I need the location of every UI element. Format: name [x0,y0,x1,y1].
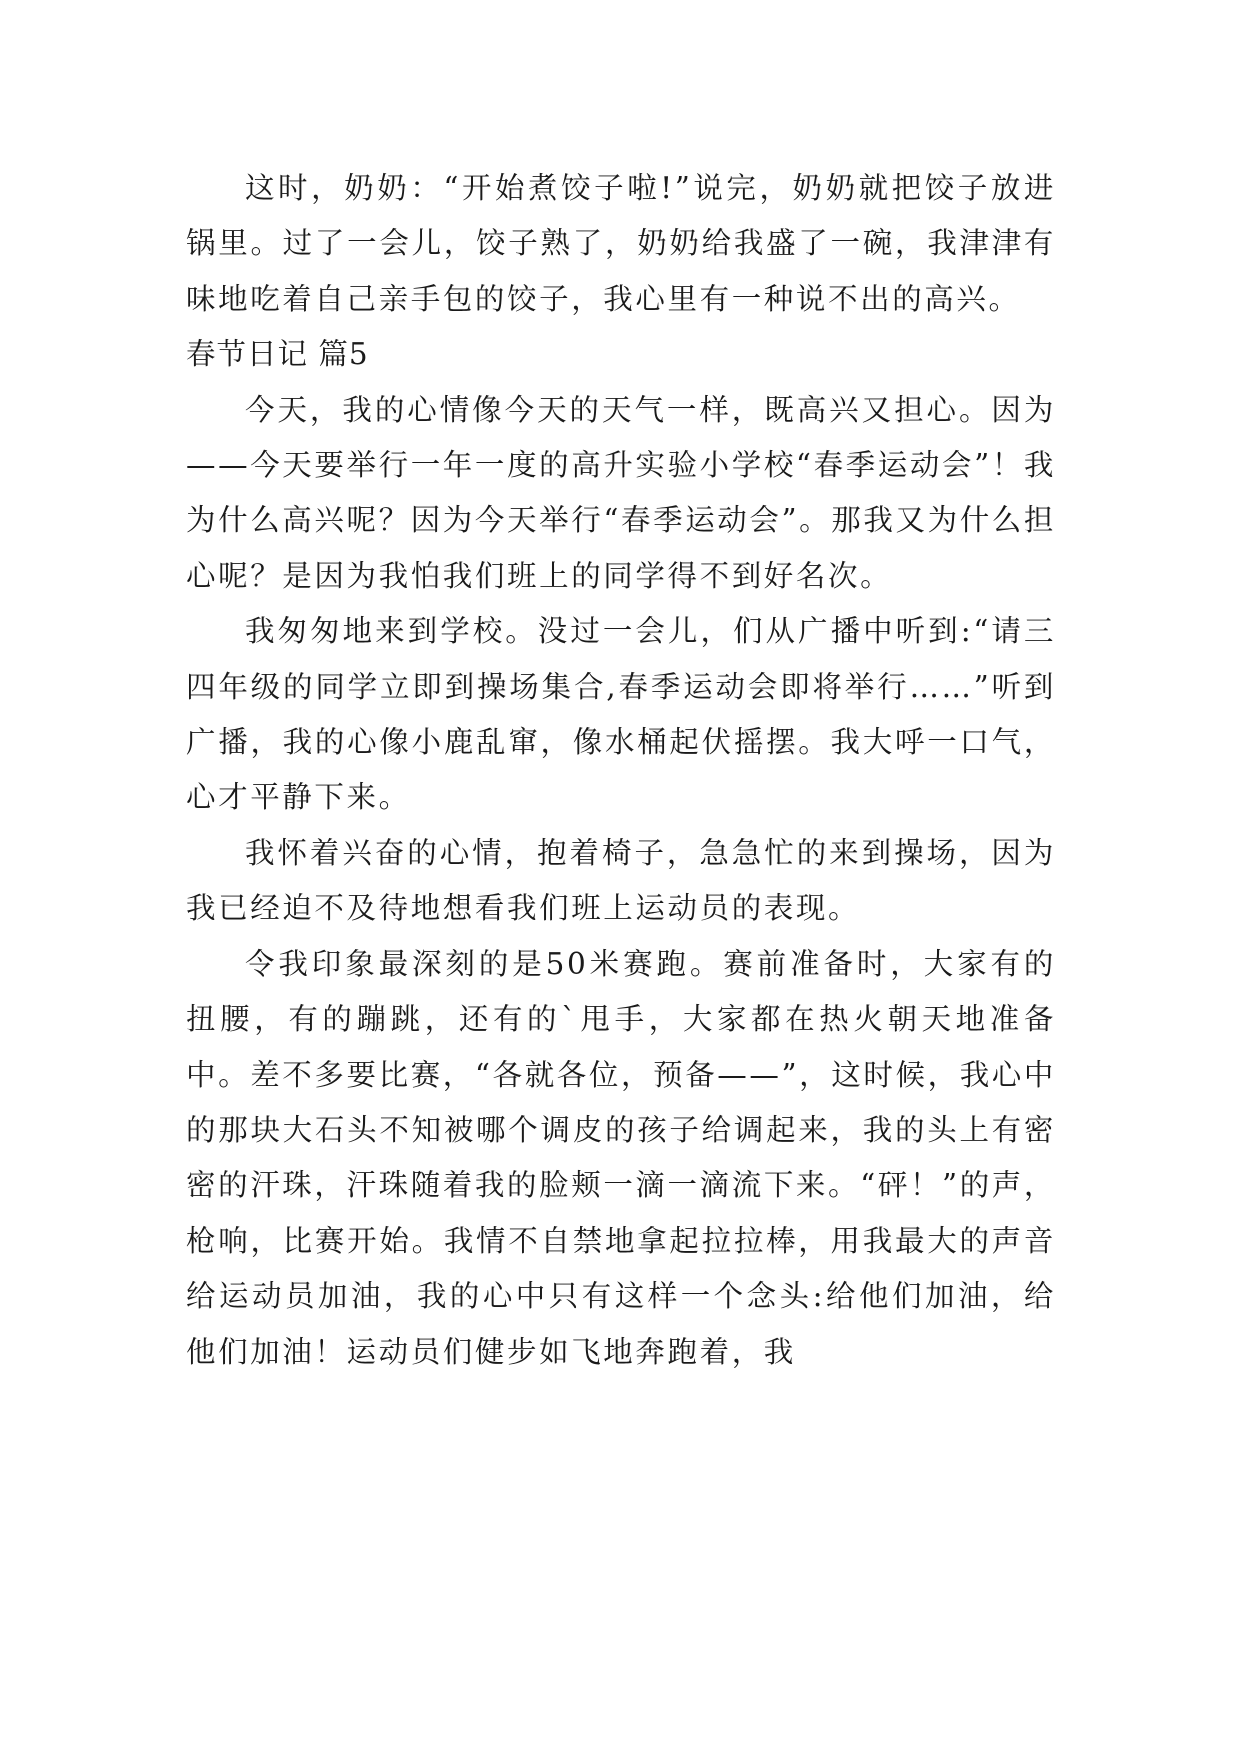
paragraph-dumplings: 这时，奶奶：“开始煮饺子啦!”说完，奶奶就把饺子放进锅里。过了一会儿，饺子熟了，奶奶给我盛了一碗，我津津有味地吃着自己亲手包的饺子，我心里有一种说不出的高兴。 [186,171,1056,316]
document-page [186,161,1056,1380]
paragraph-arrival: 我匆匆地来到学校。没过一会儿，们从广播中听到:“请三四年级的同学立即到操场集合,春季运动会即将举行……”听到广播，我的心像小鹿乱窜，像水桶起伏摇摆。我大呼一口气，心才平静下来。 [186,614,1056,815]
paragraph-playground: 我怀着兴奋的心情，抱着椅子，急急忙的来到操场，因为我已经迫不及待地想看我们班上运动员的表现。 [186,835,1056,926]
paragraph-race: 令我印象最深刻的是50米赛跑。赛前准备时，大家有的扭腰，有的蹦跳，还有的`甩手，大家都在热火朝天地准备中。差不多要比赛，“各就各位，预备——”，这时候，我心中的那块大石头不知被哪个调皮的孩子给调起来，我的头上有密密的汗珠，汗珠随着我的脸颊一滴一滴流下来。“砰！”的声，枪响，比赛开始。我情不自禁地拿起拉拉棒，用我最大的声音给运动员加油，我的心中只有这样一个念头:给他们加油，给他们加油！运动员们健步如飞地奔跑着，我 [186,946,1056,1369]
section-heading: 春节日记 篇5 [186,337,369,372]
paragraph-mood: 今天，我的心情像今天的天气一样，既高兴又担心。因为——今天要举行一年一度的高升实验小学校“春季运动会”！我为什么高兴呢？因为今天举行“春季运动会”。那我又为什么担心呢？是因为我怕我们班上的同学得不到好名次。 [186,392,1056,593]
